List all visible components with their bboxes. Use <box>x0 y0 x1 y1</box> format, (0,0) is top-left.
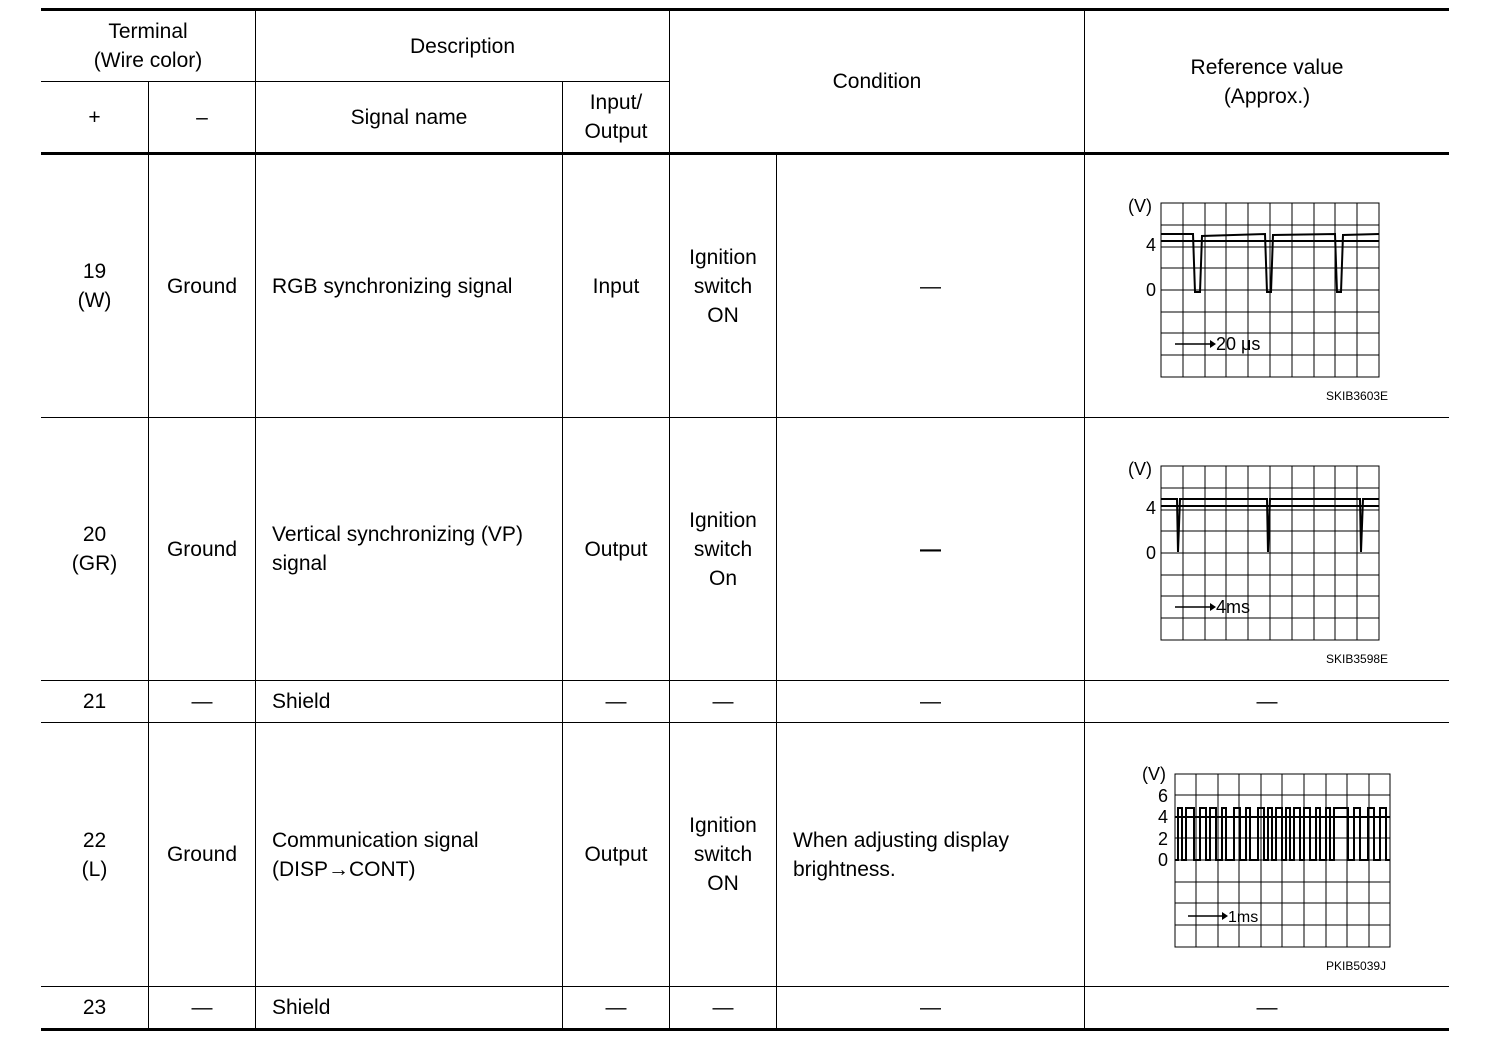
row-22-signal: Communication signal (DISP→CONT) <box>272 828 479 881</box>
row-23-io: — <box>605 996 627 1019</box>
scope-code: PKIB5039J <box>1326 959 1387 973</box>
scope-grid <box>1161 203 1379 377</box>
row-20-condition: — <box>920 537 941 561</box>
row-23-signal: Shield <box>272 996 331 1019</box>
row-19-signal: RGB synchronizing signal <box>272 274 513 298</box>
vrule-condition-ref <box>1084 8 1085 1030</box>
scope-grid <box>1161 466 1379 640</box>
row-22-condition: When adjusting display brightness. <box>793 828 1009 881</box>
scope-timebase: 1ms <box>1228 909 1259 926</box>
row-22-ignition: Ignition switch ON <box>689 814 757 895</box>
row-19-ignition: Ignition switch ON <box>689 245 757 327</box>
scope-y-unit: (V) <box>1128 196 1152 216</box>
row-23-condition: — <box>920 996 941 1019</box>
row-23-ground: — <box>191 996 213 1019</box>
row-21-signal: Shield <box>272 690 331 713</box>
row-23-reference: — <box>1256 996 1278 1019</box>
scope-tick-4: 4 <box>1146 235 1157 255</box>
row-22-io: Output <box>584 843 648 866</box>
scope-tick-6: 6 <box>1158 786 1169 806</box>
scope-tick-0: 0 <box>1158 850 1169 870</box>
row-19-condition: — <box>920 274 941 298</box>
scope-code: SKIB3598E <box>1326 652 1389 666</box>
scope-tick-4: 4 <box>1158 807 1169 827</box>
row-19-ground: Ground <box>166 274 238 298</box>
waveform-rgb-sync <box>1120 192 1410 407</box>
row-23-terminal: 23 <box>82 996 107 1019</box>
scope-y-unit: (V) <box>1128 459 1152 479</box>
row-22-ground: Ground <box>166 843 238 866</box>
row-22-terminal: 22 (L) <box>81 828 108 881</box>
scope-y-unit: (V) <box>1142 764 1166 784</box>
waveform-communication <box>1130 762 1415 977</box>
row-21-io: — <box>605 690 627 713</box>
scope-tick-4: 4 <box>1146 498 1157 518</box>
row-21-ignition: — <box>712 690 734 713</box>
row-23-ignition: — <box>712 996 734 1019</box>
scope-timebase: 20 μs <box>1216 334 1261 354</box>
header-condition: Condition <box>832 70 922 93</box>
row-20-ground: Ground <box>166 537 238 561</box>
rule-bottom <box>41 1028 1449 1031</box>
row-20-terminal: 20 (GR) <box>71 523 118 575</box>
header-signal-name: Signal name <box>350 105 468 129</box>
scope-timebase: 4ms <box>1216 597 1251 617</box>
header-plus: + <box>88 105 101 129</box>
scope-tick-0: 0 <box>1146 543 1157 563</box>
scope-code: SKIB3603E <box>1326 389 1389 403</box>
row-20-ignition: Ignition switch On <box>689 508 757 590</box>
scope-trace <box>1175 808 1390 860</box>
header-reference: Reference value (Approx.) <box>1190 55 1344 108</box>
row-21-terminal: 21 <box>82 690 107 713</box>
header-input-output: Input/ Output <box>584 91 648 143</box>
row-19-terminal: 19 (W) <box>77 260 112 312</box>
row-21-reference: — <box>1256 690 1278 713</box>
row-20-io: Output <box>584 537 648 561</box>
row-21-condition: — <box>920 690 941 713</box>
row-21-ground: — <box>191 690 213 713</box>
scope-tick-2: 2 <box>1158 829 1169 849</box>
header-minus: – <box>196 105 208 129</box>
row-19-io: Input <box>592 274 640 298</box>
header-terminal: Terminal (Wire color) <box>93 20 203 72</box>
scope-tick-0: 0 <box>1146 280 1157 300</box>
header-description: Description <box>409 34 516 58</box>
row-20-signal: Vertical synchronizing (VP) signal <box>272 523 523 575</box>
waveform-vertical-sync <box>1120 455 1410 670</box>
